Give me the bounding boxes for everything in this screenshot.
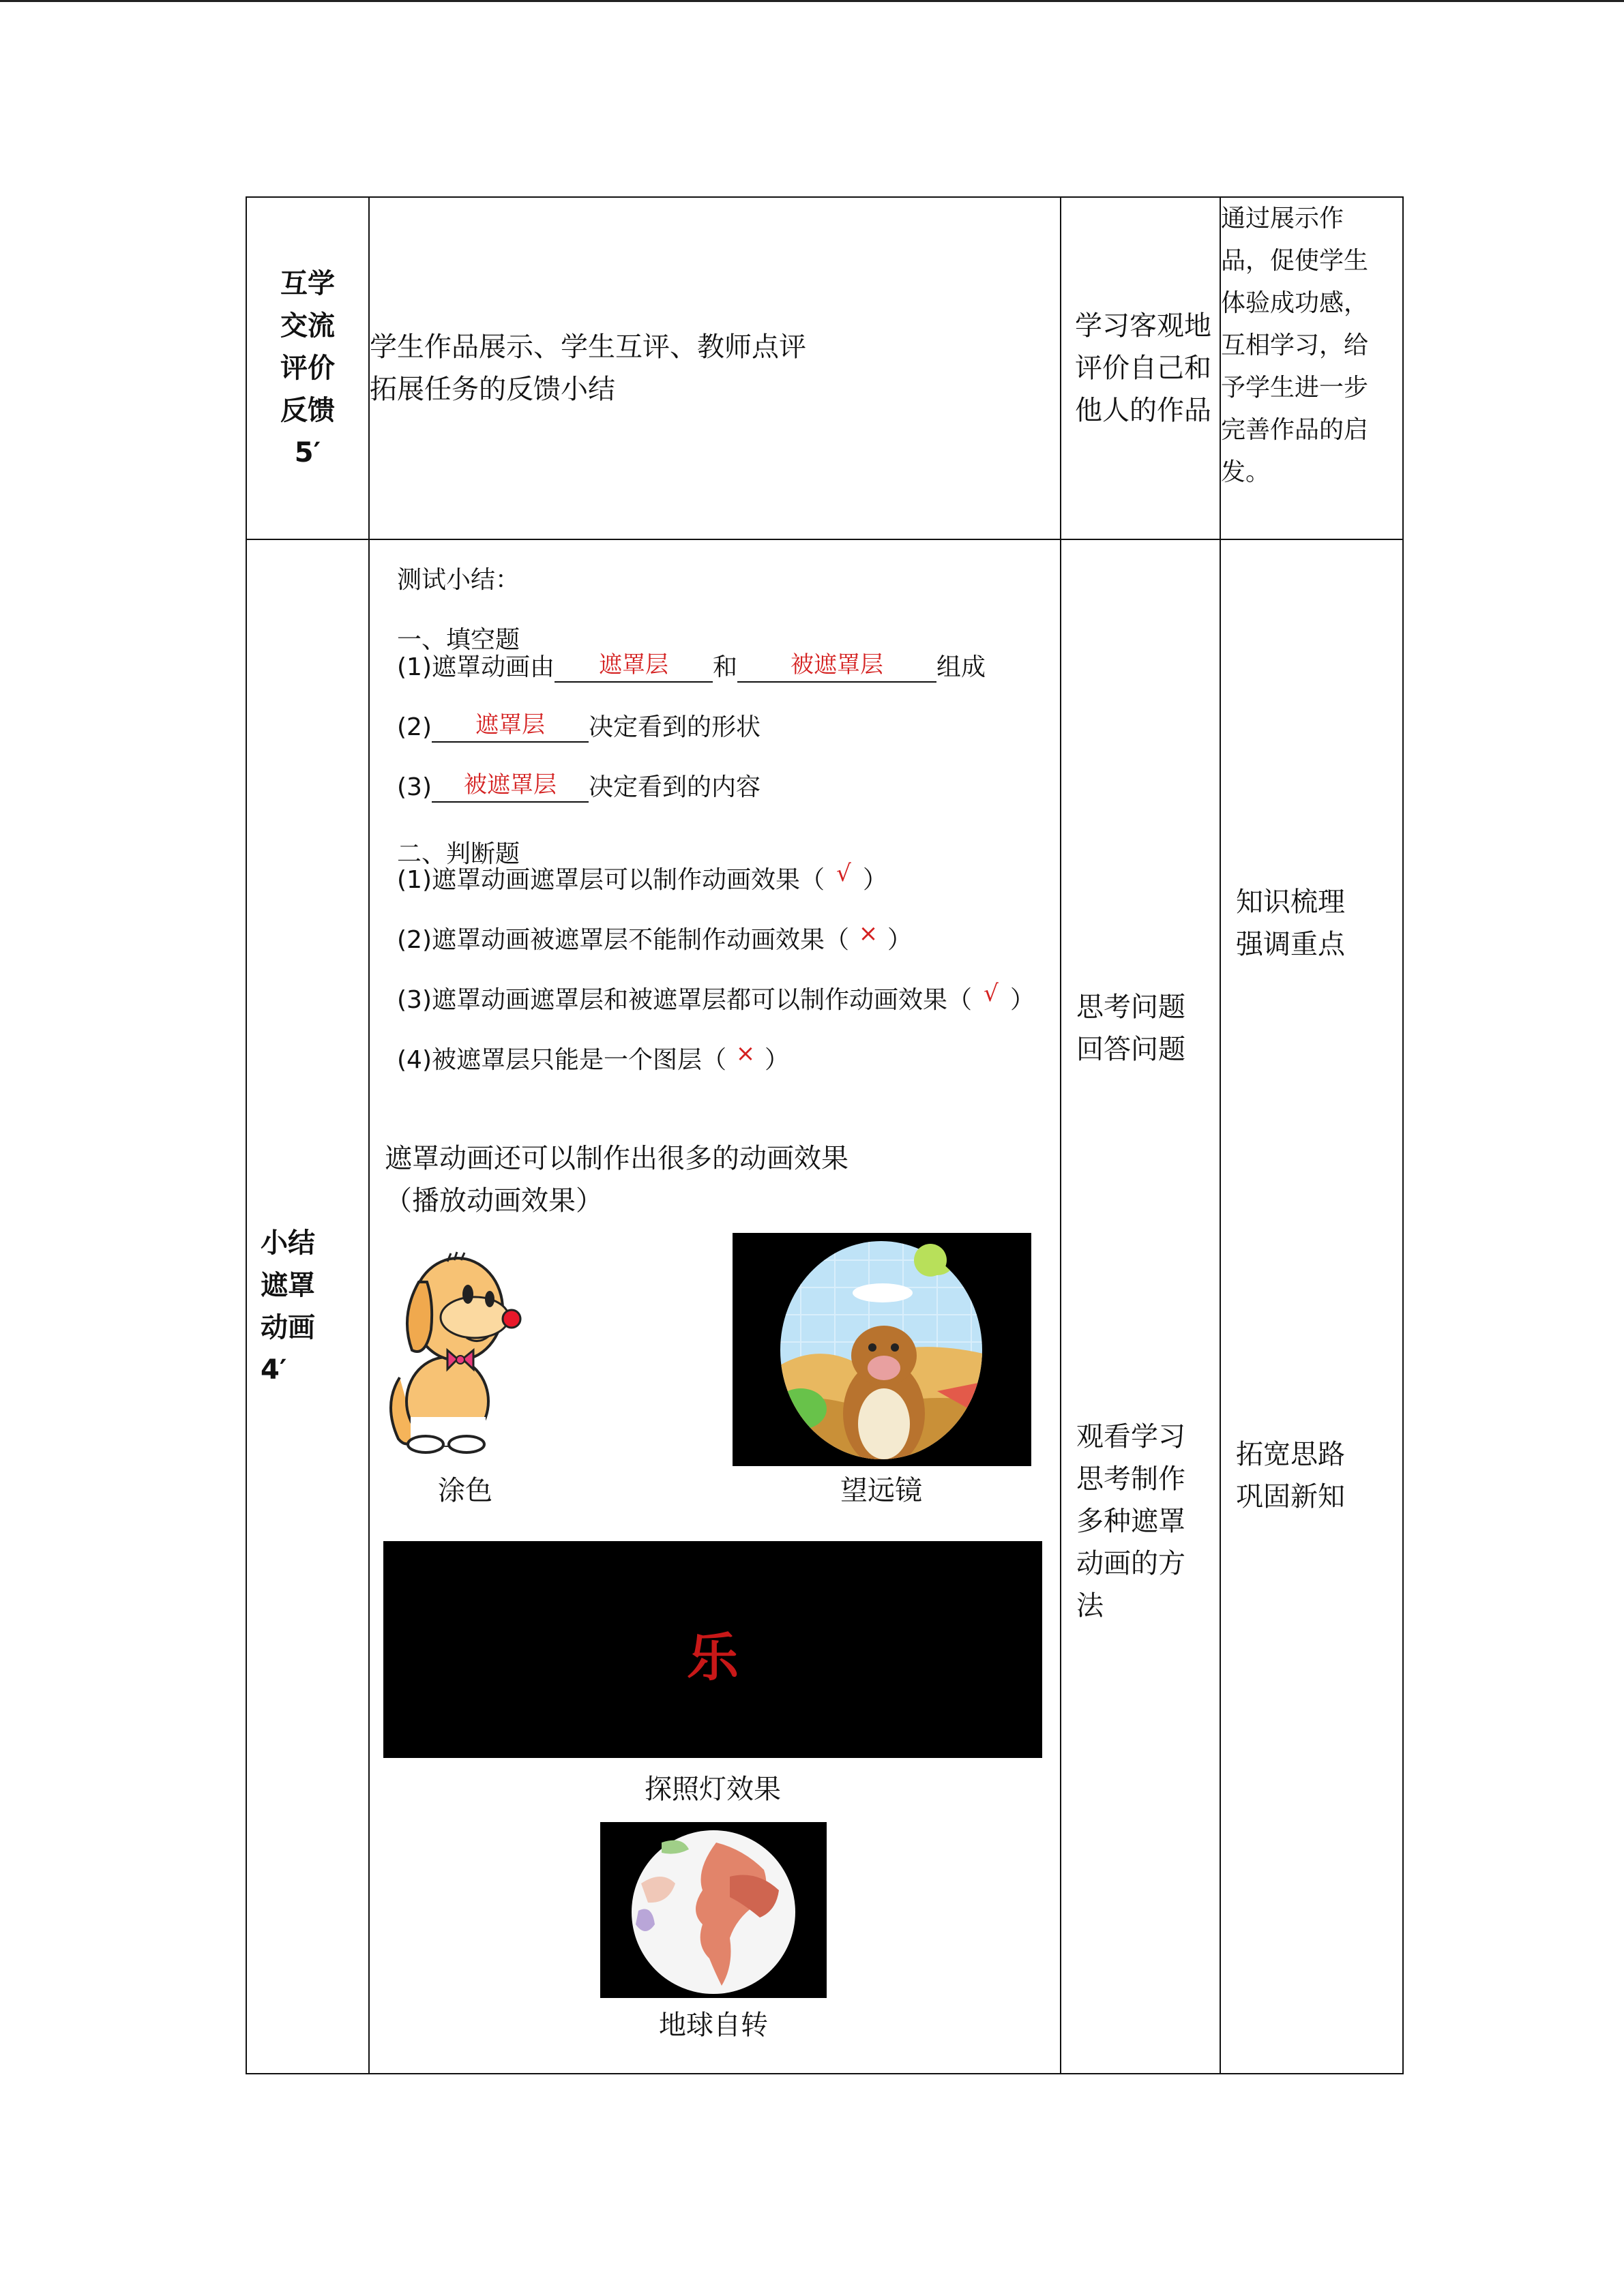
intent-line: 品，促使学生 bbox=[1221, 247, 1369, 275]
page-top-rule bbox=[0, 0, 1624, 2]
q1-answer-2: 被遮罩层 bbox=[791, 651, 884, 679]
judge-question-1 bbox=[397, 861, 887, 895]
q2-prefix: (2) bbox=[397, 713, 432, 741]
stage-line: 评价 bbox=[280, 353, 335, 384]
q3-answer: 被遮罩层 bbox=[464, 771, 557, 799]
stage-line: 5′ bbox=[294, 437, 321, 468]
intent-line: 巩固新知 bbox=[1236, 1481, 1345, 1512]
stage-cell-summary bbox=[246, 539, 369, 2074]
j2-end: ） bbox=[887, 926, 913, 954]
fill-question-1 bbox=[397, 648, 986, 683]
intent-line: 予学生进一步 bbox=[1221, 374, 1369, 402]
earth-rotation-image bbox=[600, 1822, 827, 1998]
intent-line: 互相学习，给 bbox=[1221, 331, 1369, 359]
lesson-plan-table bbox=[246, 196, 1404, 2074]
q3-suffix: 决定看到的内容 bbox=[589, 773, 761, 801]
student-line: 他人的作品 bbox=[1075, 395, 1211, 426]
content-line: 学生作品展示、学生互评、教师点评 bbox=[370, 331, 806, 363]
caption-earth: 地球自转 bbox=[659, 2010, 768, 2041]
q1-prefix: (1)遮罩动画由 bbox=[397, 653, 555, 681]
judge-question-4 bbox=[397, 1041, 789, 1075]
cross-mark-icon: × bbox=[858, 920, 879, 947]
caption-coloring: 涂色 bbox=[438, 1475, 492, 1506]
student-line: 动画的方 bbox=[1076, 1548, 1185, 1579]
j4-end: ） bbox=[765, 1046, 790, 1074]
intent-a bbox=[1236, 881, 1345, 966]
stage-line: 小结 bbox=[261, 1227, 315, 1259]
content-cell-peer-review bbox=[369, 197, 1061, 539]
student-activity-b bbox=[1076, 1416, 1185, 1627]
student-cell-summary bbox=[1061, 539, 1220, 2074]
student-line: 观看学习 bbox=[1076, 1421, 1185, 1452]
stage-cell-peer-review bbox=[246, 197, 369, 539]
fill-question-3 bbox=[397, 768, 761, 803]
j3-end: ） bbox=[1010, 986, 1035, 1014]
spotlight-effect-image bbox=[383, 1541, 1042, 1758]
student-activity-a bbox=[1076, 986, 1185, 1071]
q1-answer-1: 遮罩层 bbox=[599, 651, 668, 679]
table-row-peer-review bbox=[246, 197, 1403, 539]
judge-question-2 bbox=[397, 921, 912, 955]
j1-end: ） bbox=[863, 866, 888, 894]
table-row-summary bbox=[246, 539, 1403, 2074]
q2-blank bbox=[432, 711, 589, 743]
intent-cell-peer-review bbox=[1220, 197, 1403, 539]
q1-mid: 和 bbox=[713, 653, 738, 681]
quiz-title: 测试小结： bbox=[397, 566, 520, 594]
effects-line: 遮罩动画还可以制作出很多的动画效果 bbox=[385, 1143, 848, 1174]
stage-line: 遮罩 bbox=[261, 1270, 315, 1301]
q3-blank bbox=[432, 771, 589, 803]
intent-line: 知识梳理 bbox=[1236, 886, 1345, 918]
student-line: 思考问题 bbox=[1076, 992, 1185, 1023]
q2-answer: 遮罩层 bbox=[475, 711, 545, 739]
coloring-dog-image bbox=[386, 1234, 522, 1459]
student-line: 思考制作 bbox=[1076, 1463, 1185, 1495]
intent-cell-summary bbox=[1220, 539, 1403, 2074]
j3-text: (3)遮罩动画遮罩层和被遮罩层都可以制作动画效果（ bbox=[397, 986, 972, 1014]
q2-suffix: 决定看到的形状 bbox=[589, 713, 761, 741]
q3-prefix: (3) bbox=[397, 773, 432, 801]
q1-blank-2 bbox=[737, 651, 936, 683]
intent-line: 发。 bbox=[1221, 458, 1271, 486]
intent-line: 通过展示作 bbox=[1221, 205, 1344, 233]
j2-text: (2)遮罩动画被遮罩层不能制作动画效果（ bbox=[397, 926, 849, 954]
intent-line: 强调重点 bbox=[1236, 929, 1345, 960]
student-cell-peer-review bbox=[1061, 197, 1220, 539]
intent-line: 体验成功感， bbox=[1221, 289, 1369, 317]
stage-line: 动画 bbox=[261, 1312, 315, 1343]
q1-blank-1 bbox=[555, 651, 713, 683]
stage-line: 反馈 bbox=[280, 395, 335, 426]
effects-intro bbox=[385, 1137, 848, 1222]
fill-heading: 一、填空题 bbox=[397, 626, 520, 654]
judge-question-3 bbox=[397, 981, 1035, 1015]
j4-text: (4)被遮罩层只能是一个图层（ bbox=[397, 1046, 726, 1074]
student-line: 学习客观地 bbox=[1075, 310, 1211, 342]
intent-line: 完善作品的启 bbox=[1221, 416, 1369, 444]
caption-spotlight: 探照灯效果 bbox=[645, 1774, 781, 1805]
judge-heading: 二、判断题 bbox=[397, 840, 520, 868]
student-line: 评价自己和 bbox=[1075, 353, 1211, 384]
check-mark-icon: √ bbox=[984, 980, 999, 1007]
student-line: 多种遮罩 bbox=[1076, 1506, 1185, 1537]
content-cell-summary bbox=[369, 539, 1061, 2074]
spotlight-char: 乐 bbox=[687, 1627, 739, 1688]
stage-line: 交流 bbox=[280, 310, 335, 342]
intent-b bbox=[1236, 1433, 1345, 1518]
cross-mark-icon: × bbox=[735, 1040, 756, 1067]
fill-question-2 bbox=[397, 708, 761, 743]
telescope-effect-image bbox=[733, 1233, 1031, 1466]
summary-content bbox=[370, 540, 1060, 2073]
effects-line: （播放动画效果） bbox=[385, 1185, 603, 1217]
student-line: 法 bbox=[1076, 1590, 1104, 1622]
stage-line: 4′ bbox=[261, 1354, 287, 1386]
check-mark-icon: √ bbox=[836, 860, 851, 887]
student-line: 回答问题 bbox=[1076, 1034, 1185, 1065]
caption-telescope: 望远镜 bbox=[840, 1475, 922, 1506]
j1-text: (1)遮罩动画遮罩层可以制作动画效果（ bbox=[397, 866, 825, 894]
stage-line: 互学 bbox=[280, 268, 335, 299]
intent-line: 拓宽思路 bbox=[1236, 1439, 1345, 1470]
q1-suffix: 组成 bbox=[936, 653, 986, 681]
content-line: 拓展任务的反馈小结 bbox=[370, 374, 615, 405]
